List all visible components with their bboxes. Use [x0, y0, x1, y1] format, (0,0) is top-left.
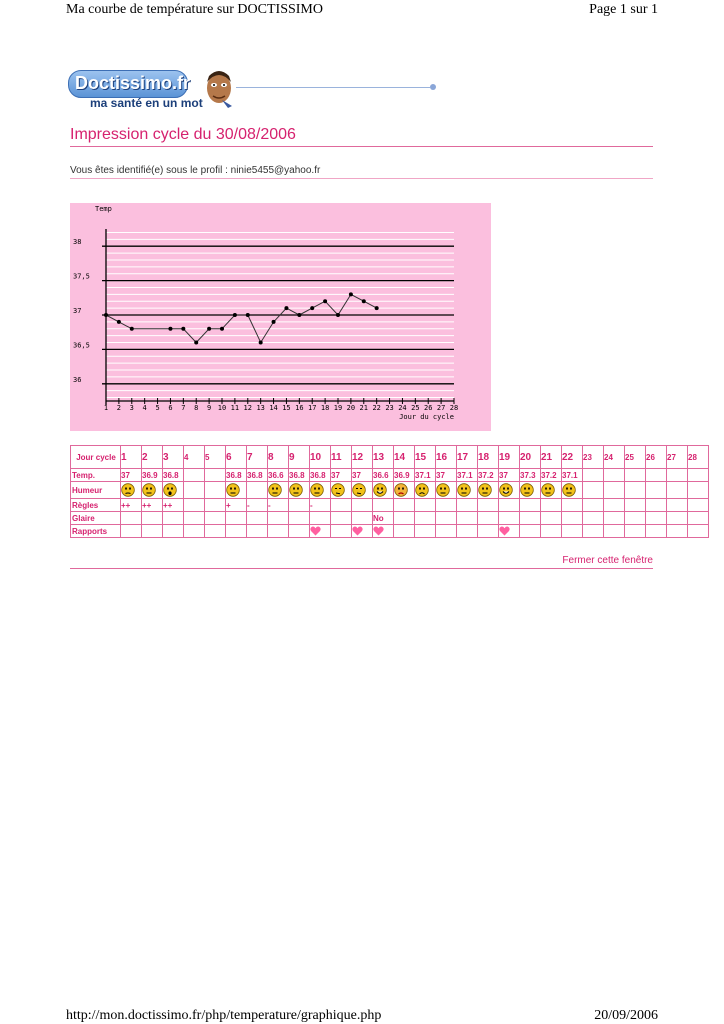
mood-cell: [163, 482, 184, 499]
mood-cell: [436, 482, 457, 499]
day-number: 27: [667, 446, 688, 469]
logo-pill: [68, 70, 191, 98]
temperature-point: [168, 327, 172, 331]
temperature-point: [349, 292, 353, 296]
mucus-cell: [499, 512, 520, 525]
temperature-chart: [70, 203, 491, 431]
intercourse-cell: [520, 525, 541, 538]
day-number: 10: [310, 446, 331, 469]
intercourse-cell: [226, 525, 247, 538]
mood-cell: [184, 482, 205, 499]
mood-cell: [226, 482, 247, 499]
mucus-cell: [562, 512, 583, 525]
smiley-neutral-icon: [478, 483, 492, 497]
mucus-cell: [121, 512, 142, 525]
print-footer-date: 20/09/2006: [594, 1008, 658, 1023]
intercourse-cell: [142, 525, 163, 538]
mucus-cell: [142, 512, 163, 525]
period-cell: [331, 499, 352, 512]
mucus-cell: [205, 512, 226, 525]
intercourse-cell: [478, 525, 499, 538]
mucus-cell: [667, 512, 688, 525]
temperature-point: [207, 327, 211, 331]
row-regles: [71, 499, 709, 512]
heart-icon: [373, 526, 384, 536]
mood-cell: [688, 482, 709, 499]
period-cell: [562, 499, 583, 512]
smiley-neutral-icon: [520, 483, 534, 497]
mood-cell: [457, 482, 478, 499]
temperature-point: [117, 320, 121, 324]
day-number: 26: [646, 446, 667, 469]
temp-cell: [583, 469, 604, 482]
temperature-point: [104, 313, 108, 317]
temp-cell: 37.1: [562, 469, 583, 482]
period-cell: -: [247, 499, 268, 512]
smiley-neutral-icon: [289, 483, 303, 497]
y-tick-label: 36: [73, 375, 82, 384]
smiley-neutral-icon: [541, 483, 555, 497]
row-temp: [71, 469, 709, 482]
mucus-cell: [352, 512, 373, 525]
day-number: 6: [226, 446, 247, 469]
x-tick-label: 26: [424, 404, 433, 412]
period-cell: -: [268, 499, 289, 512]
cycle-table: [70, 445, 709, 538]
temperature-point: [194, 341, 198, 345]
temp-cell: 36.9: [394, 469, 415, 482]
smiley-angry-icon: [394, 483, 408, 497]
intercourse-cell: [184, 525, 205, 538]
logo-line: [236, 87, 430, 88]
x-tick-label: 20: [346, 404, 356, 412]
intercourse-cell: [499, 525, 520, 538]
period-cell: [436, 499, 457, 512]
day-number: 9: [289, 446, 310, 469]
mucus-cell: [163, 512, 184, 525]
x-tick-label: 1: [103, 404, 109, 412]
smiley-sad-icon: [415, 483, 429, 497]
mucus-cell: [226, 512, 247, 525]
temperature-point: [310, 306, 314, 310]
period-cell: [646, 499, 667, 512]
smiley-neutral-icon: [457, 483, 471, 497]
intercourse-cell: [121, 525, 142, 538]
intercourse-cell: [394, 525, 415, 538]
intercourse-cell: [247, 525, 268, 538]
period-cell: [604, 499, 625, 512]
temperature-point: [297, 313, 301, 317]
mood-cell: [121, 482, 142, 499]
mood-cell: [205, 482, 226, 499]
intercourse-cell: [583, 525, 604, 538]
day-number: 19: [499, 446, 520, 469]
close-window-link[interactable]: Fermer cette fenêtre: [562, 555, 653, 566]
doctissimo-logo[interactable]: [68, 68, 438, 110]
temp-cell: 37.1: [457, 469, 478, 482]
x-tick-label: 16: [295, 404, 304, 412]
temperature-point: [323, 299, 327, 303]
mood-cell: [415, 482, 436, 499]
temperature-point: [259, 341, 263, 345]
temp-cell: [205, 469, 226, 482]
temp-cell: 36.6: [373, 469, 394, 482]
x-tick-label: 10: [217, 404, 227, 412]
heart-icon: [310, 526, 321, 536]
x-tick-label: 15: [282, 404, 291, 412]
smiley-neutral-icon: [142, 483, 156, 497]
temp-cell: 37.2: [541, 469, 562, 482]
smiley-happy-icon: [373, 483, 387, 497]
mucus-cell: [688, 512, 709, 525]
period-cell: -: [310, 499, 331, 512]
day-number: 25: [625, 446, 646, 469]
logo-tagline: ma santé en un mot: [90, 96, 203, 110]
period-cell: ++: [121, 499, 142, 512]
period-cell: ++: [163, 499, 184, 512]
x-tick-label: 7: [181, 404, 186, 412]
intercourse-cell: [667, 525, 688, 538]
x-tick-label: 19: [333, 404, 343, 412]
temp-cell: 37.2: [478, 469, 499, 482]
mood-cell: [247, 482, 268, 499]
mood-cell: [268, 482, 289, 499]
x-tick-label: 6: [168, 404, 173, 412]
doctor-face-icon: [202, 68, 236, 108]
close-divider: [70, 568, 653, 569]
x-tick-label: 23: [385, 404, 394, 412]
day-number: 21: [541, 446, 562, 469]
mood-cell: [604, 482, 625, 499]
temp-cell: [688, 469, 709, 482]
intercourse-cell: [625, 525, 646, 538]
row-label-temp: Temp.: [71, 469, 121, 482]
day-number: 16: [436, 446, 457, 469]
day-number: 13: [373, 446, 394, 469]
row-rapports: [71, 525, 709, 538]
x-tick-label: 13: [256, 404, 265, 412]
temp-cell: [604, 469, 625, 482]
temp-cell: 36.8: [247, 469, 268, 482]
heart-icon: [499, 526, 510, 536]
period-cell: [205, 499, 226, 512]
mood-cell: [289, 482, 310, 499]
mood-cell: [142, 482, 163, 499]
period-cell: ++: [142, 499, 163, 512]
mucus-cell: [541, 512, 562, 525]
x-tick-label: 27: [436, 404, 446, 412]
temperature-point: [220, 327, 224, 331]
x-tick-label: 24: [398, 404, 407, 412]
day-number: 15: [415, 446, 436, 469]
period-cell: [499, 499, 520, 512]
day-number: 28: [688, 446, 709, 469]
temperature-point: [284, 306, 288, 310]
temp-cell: 37: [121, 469, 142, 482]
mood-cell: [646, 482, 667, 499]
x-tick-label: 17: [308, 404, 317, 412]
intercourse-cell: [352, 525, 373, 538]
temp-cell: 37: [352, 469, 373, 482]
temperature-point: [246, 313, 250, 317]
y-tick-label: 37: [73, 307, 82, 315]
temperature-point: [181, 327, 185, 331]
smiley-neutral-icon: [310, 483, 324, 497]
mucus-cell: [247, 512, 268, 525]
x-tick-label: 12: [243, 404, 252, 412]
heart-icon: [352, 526, 363, 536]
mood-cell: [667, 482, 688, 499]
period-cell: +: [226, 499, 247, 512]
smiley-surprised-icon: [163, 483, 177, 497]
temp-cell: 37: [499, 469, 520, 482]
intercourse-cell: [268, 525, 289, 538]
temp-cell: 36.8: [310, 469, 331, 482]
smiley-neutral-icon: [562, 483, 576, 497]
y-tick-label: 37,5: [73, 272, 90, 281]
x-tick-label: 18: [320, 404, 330, 412]
temp-cell: 36.8: [163, 469, 184, 482]
intercourse-cell: [415, 525, 436, 538]
smiley-neutral-icon: [436, 483, 450, 497]
x-axis-label: Jour du cycle: [399, 413, 454, 421]
intercourse-cell: [436, 525, 457, 538]
period-cell: [289, 499, 310, 512]
mood-cell: [352, 482, 373, 499]
mood-cell: [310, 482, 331, 499]
x-tick-label: 11: [230, 404, 240, 412]
temp-cell: 37: [331, 469, 352, 482]
x-tick-label: 8: [194, 404, 199, 412]
mucus-cell: [184, 512, 205, 525]
period-cell: [373, 499, 394, 512]
y-tick-label: 36,5: [73, 341, 90, 350]
mood-cell: [520, 482, 541, 499]
title-divider: [70, 146, 653, 147]
mood-cell: [499, 482, 520, 499]
day-number: 23: [583, 446, 604, 469]
intercourse-cell: [205, 525, 226, 538]
day-number: 24: [604, 446, 625, 469]
x-tick-label: 9: [207, 404, 212, 412]
day-number: 20: [520, 446, 541, 469]
temperature-point: [272, 320, 276, 324]
intercourse-cell: [541, 525, 562, 538]
x-tick-label: 28: [449, 404, 459, 412]
logo-brand: Doctissimo.fr: [75, 73, 191, 93]
mucus-cell: [646, 512, 667, 525]
temp-cell: 36.6: [268, 469, 289, 482]
mucus-cell: [436, 512, 457, 525]
temp-cell: [184, 469, 205, 482]
intercourse-cell: [373, 525, 394, 538]
mood-cell: [541, 482, 562, 499]
day-number: 8: [268, 446, 289, 469]
row-label-rapports: Rapports: [71, 525, 121, 538]
mucus-cell: [268, 512, 289, 525]
x-tick-label: 3: [129, 404, 134, 412]
temp-cell: 37.3: [520, 469, 541, 482]
temp-cell: 36.9: [142, 469, 163, 482]
temperature-point: [336, 313, 340, 317]
period-cell: [478, 499, 499, 512]
row-humeur: [71, 482, 709, 499]
x-tick-label: 2: [116, 404, 121, 412]
day-number: 22: [562, 446, 583, 469]
mood-cell: [583, 482, 604, 499]
mood-cell: [562, 482, 583, 499]
smiley-neutral-icon: [268, 483, 282, 497]
period-cell: [541, 499, 562, 512]
intercourse-cell: [310, 525, 331, 538]
mucus-cell: [604, 512, 625, 525]
day-number: 3: [163, 446, 184, 469]
day-number: 7: [247, 446, 268, 469]
row-day: [71, 446, 709, 469]
temp-cell: [667, 469, 688, 482]
temp-cell: 37.1: [415, 469, 436, 482]
smiley-happy-icon: [499, 483, 513, 497]
intercourse-cell: [163, 525, 184, 538]
profile-divider: [70, 178, 653, 179]
mucus-cell: [583, 512, 604, 525]
day-number: 11: [331, 446, 352, 469]
print-page-number: Page 1 sur 1: [589, 2, 658, 17]
period-cell: [583, 499, 604, 512]
intercourse-cell: [646, 525, 667, 538]
temp-cell: [625, 469, 646, 482]
mood-cell: [394, 482, 415, 499]
day-number: 17: [457, 446, 478, 469]
mood-cell: [373, 482, 394, 499]
x-tick-label: 4: [142, 404, 147, 412]
mucus-cell: No: [373, 512, 394, 525]
intercourse-cell: [331, 525, 352, 538]
smiley-sleepy-icon: [352, 483, 366, 497]
x-tick-label: 25: [411, 404, 420, 412]
row-label-glaire: Glaire: [71, 512, 121, 525]
print-footer-url: http://mon.doctissimo.fr/php/temperature/graphique.php: [66, 1008, 382, 1023]
x-tick-label: 14: [269, 404, 278, 412]
day-number: 2: [142, 446, 163, 469]
temp-cell: [646, 469, 667, 482]
temp-cell: 36.8: [226, 469, 247, 482]
mucus-cell: [310, 512, 331, 525]
temperature-point: [362, 299, 366, 303]
smiley-sleepy-icon: [331, 483, 345, 497]
x-tick-label: 22: [372, 404, 381, 412]
day-number: 5: [205, 446, 226, 469]
print-header-title: Ma courbe de température sur DOCTISSIMO: [66, 2, 323, 17]
period-cell: [688, 499, 709, 512]
mood-cell: [478, 482, 499, 499]
temp-cell: 36.8: [289, 469, 310, 482]
mucus-cell: [478, 512, 499, 525]
mood-cell: [331, 482, 352, 499]
day-number: 14: [394, 446, 415, 469]
period-cell: [394, 499, 415, 512]
row-label-humeur: Humeur: [71, 482, 121, 499]
mucus-cell: [625, 512, 646, 525]
day-number: 1: [121, 446, 142, 469]
smiley-worried-icon: [121, 483, 135, 497]
intercourse-cell: [688, 525, 709, 538]
day-number: 12: [352, 446, 373, 469]
mucus-cell: [289, 512, 310, 525]
row-glaire: [71, 512, 709, 525]
y-axis-label: Temp: [95, 205, 112, 213]
smiley-neutral-icon: [226, 483, 240, 497]
page-title: Impression cycle du 30/08/2006: [70, 126, 296, 143]
temperature-point: [233, 313, 237, 317]
period-cell: [625, 499, 646, 512]
intercourse-cell: [289, 525, 310, 538]
logo-dot: [430, 84, 436, 90]
temp-cell: 37: [436, 469, 457, 482]
y-tick-label: 38: [73, 238, 82, 247]
mucus-cell: [457, 512, 478, 525]
period-cell: [520, 499, 541, 512]
period-cell: [457, 499, 478, 512]
row-label-regles: Règles: [71, 499, 121, 512]
period-cell: [415, 499, 436, 512]
period-cell: [184, 499, 205, 512]
intercourse-cell: [562, 525, 583, 538]
temperature-point: [130, 327, 134, 331]
day-number: 4: [184, 446, 205, 469]
period-cell: [667, 499, 688, 512]
chart-background: [70, 203, 491, 431]
period-cell: [352, 499, 373, 512]
intercourse-cell: [604, 525, 625, 538]
x-tick-label: 5: [155, 404, 160, 412]
profile-text: Vous êtes identifié(e) sous le profil : ninie5455@yahoo.fr: [70, 165, 321, 176]
day-number: 18: [478, 446, 499, 469]
x-tick-label: 21: [359, 404, 368, 412]
intercourse-cell: [457, 525, 478, 538]
temperature-point: [375, 306, 379, 310]
mood-cell: [625, 482, 646, 499]
mucus-cell: [331, 512, 352, 525]
mucus-cell: [415, 512, 436, 525]
mucus-cell: [394, 512, 415, 525]
mucus-cell: [520, 512, 541, 525]
row-label-day: Jour cycle: [71, 446, 121, 469]
